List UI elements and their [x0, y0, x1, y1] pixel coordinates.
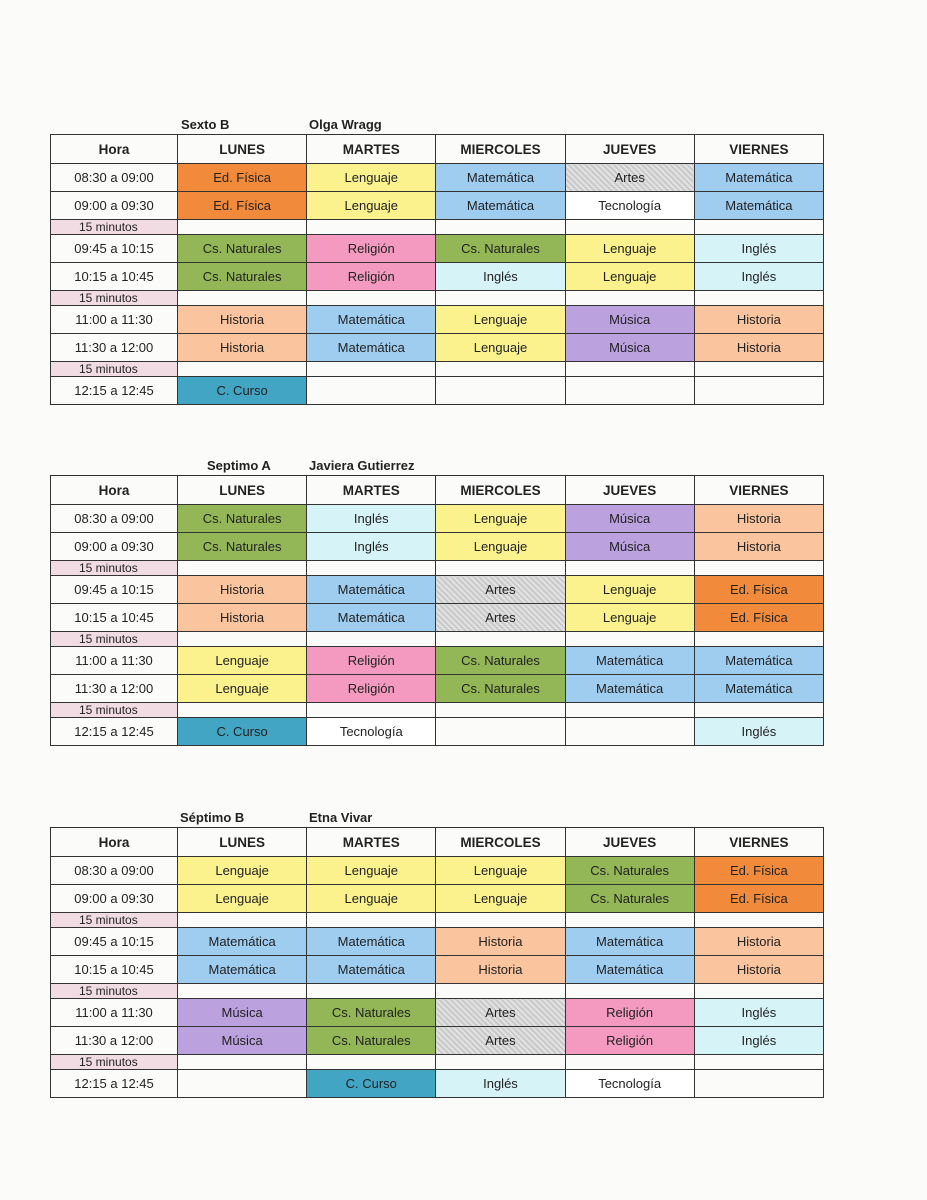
subject-cell: Historia	[178, 604, 307, 632]
subject-cell: Matemática	[565, 928, 694, 956]
subject-cell: Cs. Naturales	[436, 235, 565, 263]
subject-cell: Cs. Naturales	[436, 647, 565, 675]
subject-cell: Cs. Naturales	[307, 1027, 436, 1055]
subject-cell: Matemática	[307, 928, 436, 956]
day-header: VIERNES	[694, 476, 823, 505]
subject-cell: C. Curso	[307, 1070, 436, 1098]
break-label: 15 minutos	[51, 703, 178, 718]
time-slot-row	[51, 576, 824, 604]
subject-cell: Matemática	[178, 956, 307, 984]
subject-cell: Cs. Naturales	[307, 999, 436, 1027]
empty-cell	[565, 220, 694, 235]
time-slot-row	[51, 928, 824, 956]
subject-cell: Artes	[565, 164, 694, 192]
subject-cell: Música	[178, 999, 307, 1027]
time-cell: 09:45 a 10:15	[51, 235, 178, 263]
day-header: JUEVES	[565, 135, 694, 164]
break-label: 15 minutos	[51, 561, 178, 576]
subject-cell: Lenguaje	[178, 647, 307, 675]
empty-cell	[565, 561, 694, 576]
time-cell: 11:30 a 12:00	[51, 334, 178, 362]
empty-cell	[694, 291, 823, 306]
day-header: MARTES	[307, 828, 436, 857]
subject-cell: Tecnología	[565, 192, 694, 220]
empty-cell	[565, 1055, 694, 1070]
subject-cell: Historia	[178, 334, 307, 362]
subject-cell: Historia	[436, 928, 565, 956]
hora-header: Hora	[51, 135, 178, 164]
empty-cell	[178, 291, 307, 306]
empty-cell	[307, 220, 436, 235]
empty-cell	[436, 703, 565, 718]
subject-cell: Matemática	[307, 306, 436, 334]
time-slot-row	[51, 533, 824, 561]
group-name: Séptimo B	[180, 810, 245, 825]
subject-cell: Artes	[436, 1027, 565, 1055]
time-slot-row	[51, 604, 824, 632]
subject-cell: Música	[565, 306, 694, 334]
time-cell: 09:45 a 10:15	[51, 576, 178, 604]
schedule-table	[50, 475, 824, 746]
subject-cell: Religión	[307, 675, 436, 703]
empty-cell	[307, 1055, 436, 1070]
empty-cell	[436, 291, 565, 306]
time-slot-row	[51, 306, 824, 334]
subject-cell	[307, 377, 436, 405]
subject-cell: Inglés	[307, 505, 436, 533]
time-cell: 09:45 a 10:15	[51, 928, 178, 956]
schedule-block	[50, 117, 824, 407]
subject-cell: Matemática	[565, 675, 694, 703]
time-cell: 09:00 a 09:30	[51, 192, 178, 220]
header-row	[51, 476, 824, 505]
subject-cell: Historia	[694, 928, 823, 956]
subject-cell: Cs. Naturales	[436, 675, 565, 703]
subject-cell: Historia	[178, 306, 307, 334]
time-slot-row	[51, 885, 824, 913]
day-header: MARTES	[307, 476, 436, 505]
subject-cell: Matemática	[694, 647, 823, 675]
empty-cell	[694, 561, 823, 576]
subject-cell: Historia	[178, 576, 307, 604]
subject-cell	[178, 1070, 307, 1098]
empty-cell	[694, 632, 823, 647]
time-slot-row	[51, 235, 824, 263]
teacher-name: Etna Vivar	[309, 810, 373, 825]
empty-cell	[694, 913, 823, 928]
time-cell: 08:30 a 09:00	[51, 164, 178, 192]
time-cell: 09:00 a 09:30	[51, 885, 178, 913]
empty-cell	[436, 220, 565, 235]
subject-cell: Cs. Naturales	[565, 885, 694, 913]
subject-cell: Historia	[694, 533, 823, 561]
empty-cell	[307, 913, 436, 928]
subject-cell: C. Curso	[178, 718, 307, 746]
time-cell: 12:15 a 12:45	[51, 718, 178, 746]
subject-cell: Cs. Naturales	[178, 235, 307, 263]
subject-cell: Inglés	[307, 533, 436, 561]
day-header: JUEVES	[565, 828, 694, 857]
subject-cell	[694, 1070, 823, 1098]
day-header: VIERNES	[694, 828, 823, 857]
subject-cell: Lenguaje	[565, 235, 694, 263]
empty-cell	[694, 362, 823, 377]
day-header: MIERCOLES	[436, 135, 565, 164]
time-slot-row	[51, 164, 824, 192]
schedule-block	[50, 458, 824, 758]
day-header: VIERNES	[694, 135, 823, 164]
empty-cell	[178, 362, 307, 377]
subject-cell: Cs. Naturales	[178, 505, 307, 533]
empty-cell	[565, 291, 694, 306]
time-slot-row	[51, 505, 824, 533]
time-cell: 10:15 a 10:45	[51, 263, 178, 291]
subject-cell: Ed. Física	[694, 857, 823, 885]
empty-cell	[436, 362, 565, 377]
subject-cell	[694, 377, 823, 405]
subject-cell: Matemática	[565, 956, 694, 984]
time-slot-row	[51, 1027, 824, 1055]
time-slot-row	[51, 263, 824, 291]
empty-cell	[565, 913, 694, 928]
subject-cell: Lenguaje	[178, 675, 307, 703]
empty-cell	[565, 632, 694, 647]
empty-cell	[436, 984, 565, 999]
subject-cell: Inglés	[694, 263, 823, 291]
break-row	[51, 561, 824, 576]
empty-cell	[436, 561, 565, 576]
subject-cell: Lenguaje	[307, 857, 436, 885]
subject-cell: Matemática	[436, 192, 565, 220]
empty-cell	[694, 220, 823, 235]
break-row	[51, 632, 824, 647]
empty-cell	[694, 984, 823, 999]
break-label: 15 minutos	[51, 1055, 178, 1070]
time-slot-row	[51, 647, 824, 675]
empty-cell	[436, 632, 565, 647]
subject-cell: Matemática	[694, 192, 823, 220]
group-name: Septimo A	[207, 458, 271, 473]
header-row	[51, 828, 824, 857]
subject-cell: Inglés	[436, 263, 565, 291]
empty-cell	[307, 632, 436, 647]
subject-cell: Matemática	[307, 334, 436, 362]
subject-cell	[436, 377, 565, 405]
subject-cell: Inglés	[694, 1027, 823, 1055]
subject-cell: Historia	[694, 334, 823, 362]
empty-cell	[178, 984, 307, 999]
time-cell: 11:00 a 11:30	[51, 999, 178, 1027]
time-slot-row	[51, 1070, 824, 1098]
teacher-name: Javiera Gutierrez	[309, 458, 415, 473]
break-row	[51, 984, 824, 999]
break-label: 15 minutos	[51, 632, 178, 647]
subject-cell: Cs. Naturales	[178, 533, 307, 561]
subject-cell: Historia	[694, 306, 823, 334]
subject-cell: Matemática	[436, 164, 565, 192]
subject-cell: Lenguaje	[436, 306, 565, 334]
subject-cell: Matemática	[694, 164, 823, 192]
time-slot-row	[51, 857, 824, 885]
header-row	[51, 135, 824, 164]
subject-cell: Inglés	[436, 1070, 565, 1098]
day-header: LUNES	[178, 476, 307, 505]
time-cell: 11:00 a 11:30	[51, 306, 178, 334]
day-header: LUNES	[178, 135, 307, 164]
day-header: MIERCOLES	[436, 476, 565, 505]
day-header: MIERCOLES	[436, 828, 565, 857]
subject-cell: Ed. Física	[694, 604, 823, 632]
empty-cell	[307, 291, 436, 306]
day-header: JUEVES	[565, 476, 694, 505]
break-label: 15 minutos	[51, 362, 178, 377]
empty-cell	[436, 1055, 565, 1070]
empty-cell	[178, 913, 307, 928]
break-row	[51, 220, 824, 235]
time-slot-row	[51, 675, 824, 703]
break-row	[51, 291, 824, 306]
subject-cell: Lenguaje	[436, 505, 565, 533]
hora-header: Hora	[51, 476, 178, 505]
subject-cell: Tecnología	[307, 718, 436, 746]
day-header: LUNES	[178, 828, 307, 857]
subject-cell: Religión	[307, 647, 436, 675]
group-name: Sexto B	[181, 117, 230, 132]
empty-cell	[565, 362, 694, 377]
subject-cell: Lenguaje	[307, 885, 436, 913]
empty-cell	[178, 1055, 307, 1070]
time-cell: 11:00 a 11:30	[51, 647, 178, 675]
schedule-table	[50, 827, 824, 1098]
subject-cell: Ed. Física	[178, 164, 307, 192]
empty-cell	[307, 703, 436, 718]
day-header: MARTES	[307, 135, 436, 164]
break-row	[51, 913, 824, 928]
empty-cell	[307, 362, 436, 377]
subject-cell: Matemática	[178, 928, 307, 956]
subject-cell: Lenguaje	[307, 192, 436, 220]
time-slot-row	[51, 718, 824, 746]
subject-cell: Música	[565, 334, 694, 362]
time-slot-row	[51, 999, 824, 1027]
break-label: 15 minutos	[51, 913, 178, 928]
time-cell: 12:15 a 12:45	[51, 377, 178, 405]
time-slot-row	[51, 956, 824, 984]
empty-cell	[178, 220, 307, 235]
subject-cell: Religión	[565, 1027, 694, 1055]
subject-cell: Lenguaje	[565, 604, 694, 632]
subject-cell: Lenguaje	[307, 164, 436, 192]
empty-cell	[178, 561, 307, 576]
empty-cell	[694, 1055, 823, 1070]
empty-cell	[436, 913, 565, 928]
time-slot-row	[51, 192, 824, 220]
break-row	[51, 703, 824, 718]
subject-cell: Matemática	[307, 956, 436, 984]
time-cell: 10:15 a 10:45	[51, 604, 178, 632]
subject-cell	[565, 718, 694, 746]
subject-cell: Lenguaje	[565, 263, 694, 291]
time-cell: 11:30 a 12:00	[51, 675, 178, 703]
subject-cell: Ed. Física	[178, 192, 307, 220]
subject-cell: Música	[178, 1027, 307, 1055]
subject-cell: Ed. Física	[694, 885, 823, 913]
schedule-table	[50, 134, 824, 405]
subject-cell: Matemática	[694, 675, 823, 703]
subject-cell: Religión	[307, 263, 436, 291]
teacher-name: Olga Wragg	[309, 117, 382, 132]
subject-cell: Inglés	[694, 718, 823, 746]
empty-cell	[565, 984, 694, 999]
subject-cell: Artes	[436, 604, 565, 632]
subject-cell: Lenguaje	[436, 334, 565, 362]
subject-cell: Música	[565, 505, 694, 533]
time-cell: 10:15 a 10:45	[51, 956, 178, 984]
subject-cell: Cs. Naturales	[565, 857, 694, 885]
subject-cell: Ed. Física	[694, 576, 823, 604]
subject-cell: Lenguaje	[436, 857, 565, 885]
subject-cell: Matemática	[307, 604, 436, 632]
break-label: 15 minutos	[51, 291, 178, 306]
time-cell: 09:00 a 09:30	[51, 533, 178, 561]
empty-cell	[694, 703, 823, 718]
time-cell: 08:30 a 09:00	[51, 857, 178, 885]
subject-cell: Inglés	[694, 999, 823, 1027]
subject-cell: Cs. Naturales	[178, 263, 307, 291]
time-cell: 08:30 a 09:00	[51, 505, 178, 533]
subject-cell: Música	[565, 533, 694, 561]
subject-cell: Artes	[436, 999, 565, 1027]
subject-cell: Artes	[436, 576, 565, 604]
subject-cell: Lenguaje	[178, 857, 307, 885]
time-cell: 11:30 a 12:00	[51, 1027, 178, 1055]
empty-cell	[565, 703, 694, 718]
subject-cell: Matemática	[307, 576, 436, 604]
time-slot-row	[51, 377, 824, 405]
subject-cell	[565, 377, 694, 405]
schedule-block	[50, 810, 824, 1110]
subject-cell: Lenguaje	[178, 885, 307, 913]
time-cell: 12:15 a 12:45	[51, 1070, 178, 1098]
subject-cell: Matemática	[565, 647, 694, 675]
time-slot-row	[51, 334, 824, 362]
subject-cell: Historia	[694, 956, 823, 984]
subject-cell: Lenguaje	[436, 885, 565, 913]
subject-cell: Lenguaje	[436, 533, 565, 561]
empty-cell	[178, 632, 307, 647]
subject-cell: Religión	[307, 235, 436, 263]
subject-cell	[436, 718, 565, 746]
empty-cell	[307, 561, 436, 576]
subject-cell: Inglés	[694, 235, 823, 263]
hora-header: Hora	[51, 828, 178, 857]
empty-cell	[178, 703, 307, 718]
break-row	[51, 1055, 824, 1070]
break-row	[51, 362, 824, 377]
subject-cell: Historia	[694, 505, 823, 533]
subject-cell: Historia	[436, 956, 565, 984]
break-label: 15 minutos	[51, 984, 178, 999]
subject-cell: C. Curso	[178, 377, 307, 405]
break-label: 15 minutos	[51, 220, 178, 235]
subject-cell: Religión	[565, 999, 694, 1027]
subject-cell: Lenguaje	[565, 576, 694, 604]
empty-cell	[307, 984, 436, 999]
subject-cell: Tecnología	[565, 1070, 694, 1098]
